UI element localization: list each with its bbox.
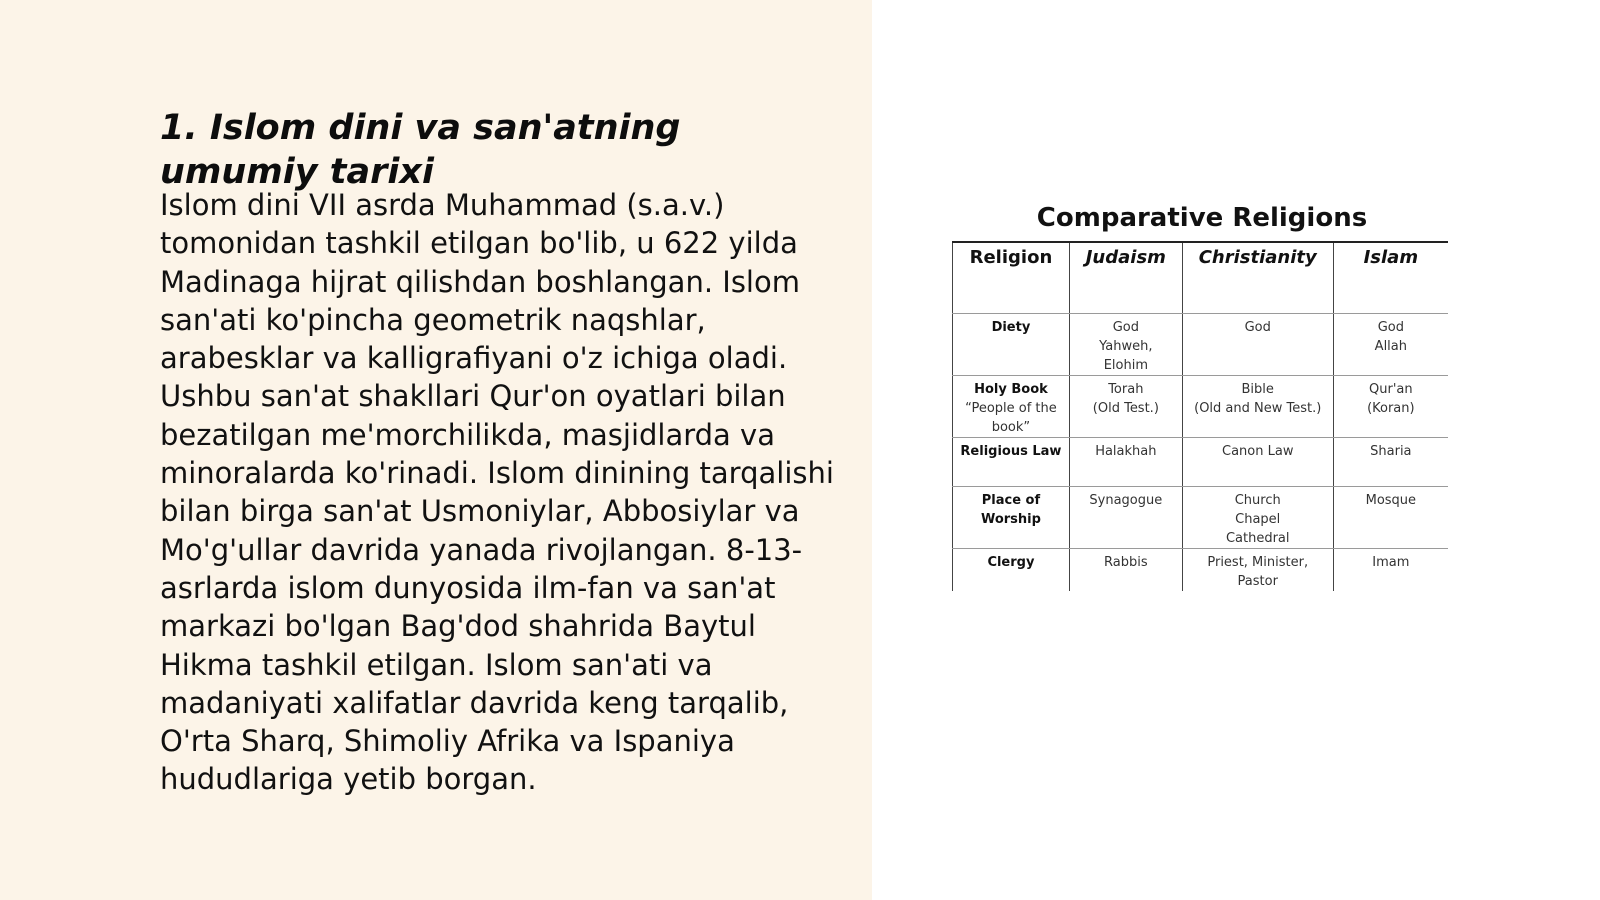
- comparative-religions-table: [952, 241, 1448, 591]
- header-christianity: Christianity: [1182, 242, 1333, 314]
- cell-judaism-diety: God Yahweh, Elohim: [1069, 314, 1182, 376]
- cell-islam-holy-book: Qur'an (Koran): [1333, 376, 1448, 438]
- row-label-clergy: Clergy: [953, 549, 1070, 592]
- cell-judaism-place-of-worship: Synagogue: [1069, 487, 1182, 549]
- cell-judaism-holy-book: Torah (Old Test.): [1069, 376, 1182, 438]
- cell-christianity-diety: God: [1182, 314, 1333, 376]
- cell-judaism-religious-law: Halakhah: [1069, 438, 1182, 487]
- table-row: [953, 487, 1449, 549]
- cell-islam-place-of-worship: Mosque: [1333, 487, 1448, 549]
- table-caption: Comparative Religions: [1036, 203, 1368, 233]
- cell-islam-clergy: Imam: [1333, 549, 1448, 592]
- table-row: [953, 549, 1449, 592]
- table-row: [953, 438, 1449, 487]
- cell-christianity-clergy: Priest, Minister, Pastor: [1182, 549, 1333, 592]
- header-religion: Religion: [953, 242, 1070, 314]
- slide-title: 1. Islom dini va san'atning umumiy tarixi: [160, 108, 681, 192]
- header-islam: Islam: [1333, 242, 1448, 314]
- slide-body-text: Islom dini VII asrda Muhammad (s.a.v.) tomonidan tashkil etilgan bo'lib, u 622 yilda Madinaga hijrat qilishdan boshlangan. Islom san'ati ko'pincha geometrik naqshlar, arabesklar va kalligrafiyani o'z ichiga oladi. Ushbu san'at shakllari Qur'on oyatlari bilan bezatilgan me'morchilikda, masjidlarda va minoralarda ko'rinadi. Islom dinining tarqalishi bilan birga san'at Usmoniylar, Abbosiylar va Mo'g'ullar davrida yanada rivojlangan. 8-13-asrlarda islom dunyosida ilm-fan va san'at markazi bo'lgan Bag'dod shahrida Baytul Hikma tashkil etilgan. Islom san'ati va madaniyati xalifatlar davrida keng tarqalib, O'rta Sharq, Shimoliy Afrika va Ispaniya hududlariga yetib borgan.: [160, 188, 834, 797]
- header-judaism: Judaism: [1069, 242, 1182, 314]
- cell-islam-diety: God Allah: [1333, 314, 1448, 376]
- row-label-holy-book: Holy Book “People of the book”: [953, 376, 1070, 438]
- table-row: [953, 314, 1449, 376]
- row-label-diety: Diety: [953, 314, 1070, 376]
- row-label-place-of-worship: Place of Worship: [953, 487, 1070, 549]
- cell-christianity-holy-book: Bible (Old and New Test.): [1182, 376, 1333, 438]
- cell-christianity-religious-law: Canon Law: [1182, 438, 1333, 487]
- table-header-row: [953, 242, 1449, 314]
- cell-christianity-place-of-worship: Church Chapel Cathedral: [1182, 487, 1333, 549]
- comparative-religions-figure: [952, 201, 1452, 591]
- cell-islam-religious-law: Sharia: [1333, 438, 1448, 487]
- row-label-religious-law: Religious Law: [953, 438, 1070, 487]
- table-row: [953, 376, 1449, 438]
- cell-judaism-clergy: Rabbis: [1069, 549, 1182, 592]
